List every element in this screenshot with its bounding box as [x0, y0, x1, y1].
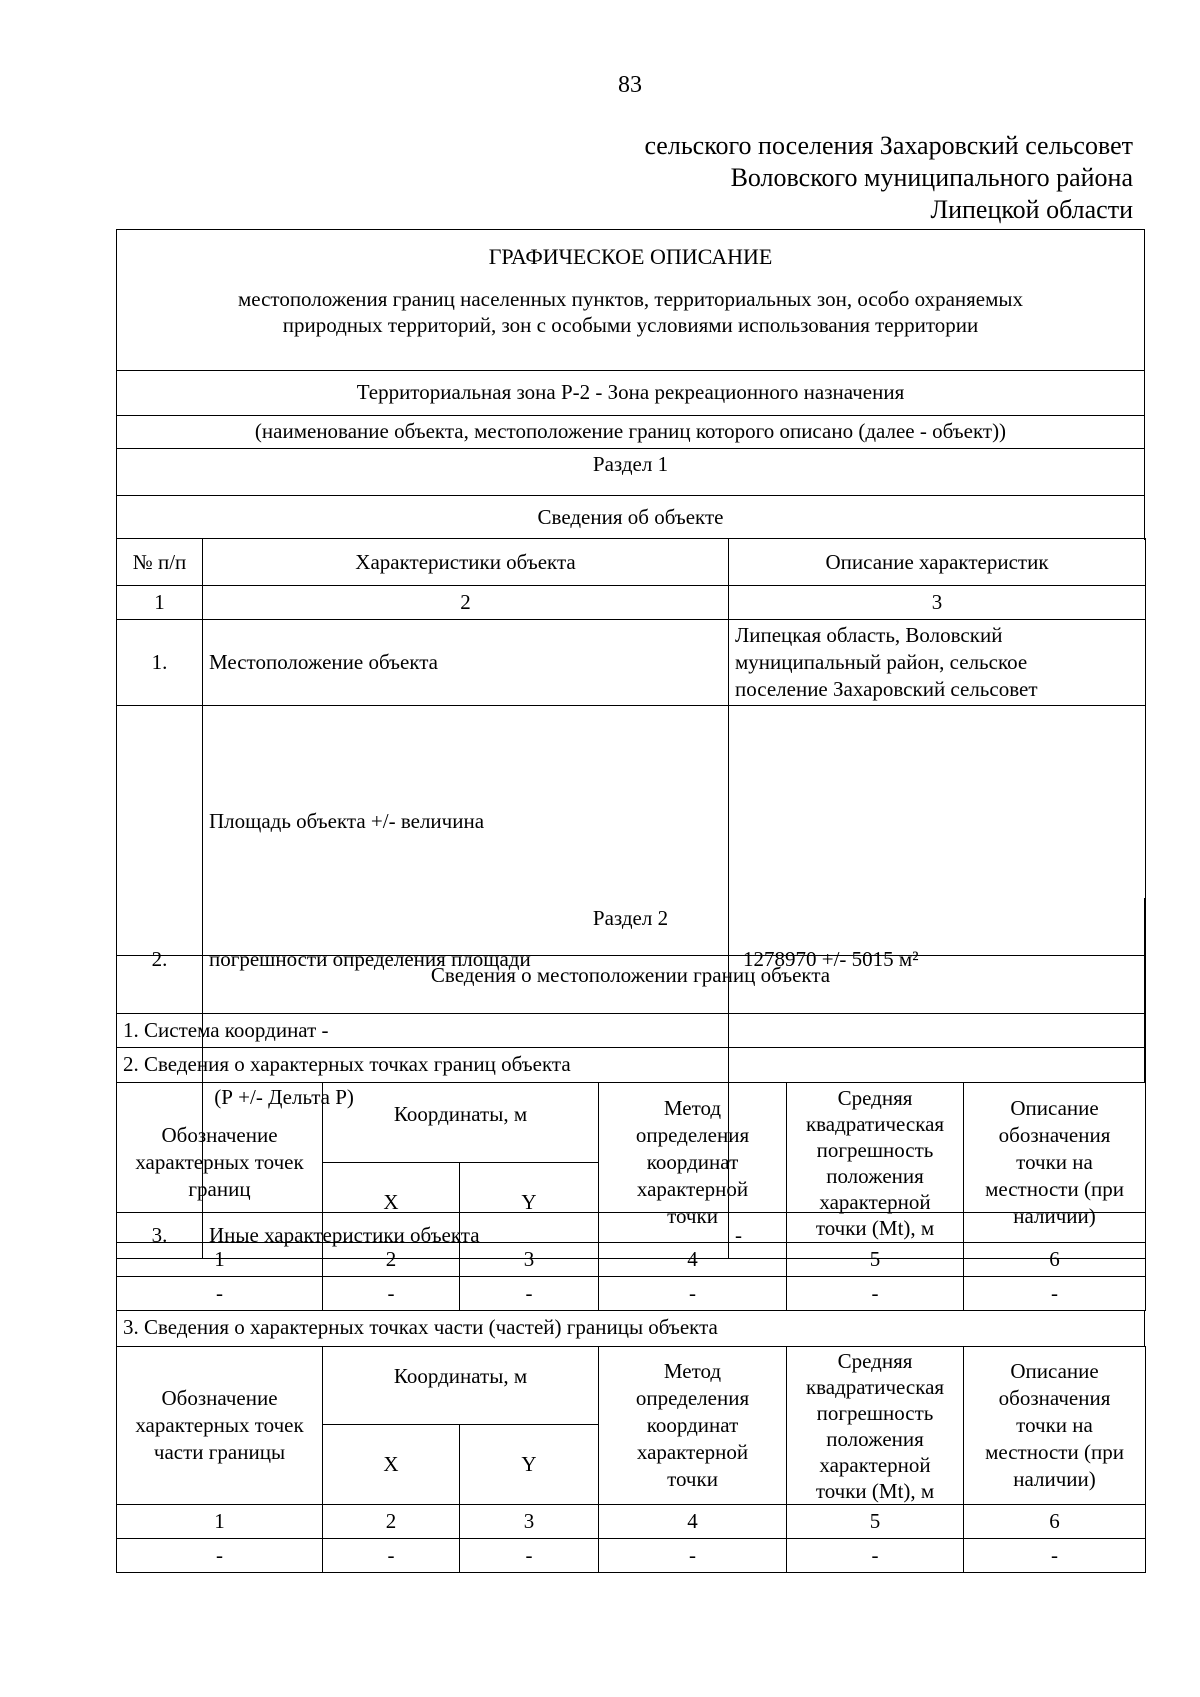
column-number-row [117, 586, 1146, 620]
title-block [116, 229, 1145, 540]
characteristic-value [729, 620, 1146, 706]
header-line: характерной [636, 1177, 749, 1201]
x-header: X [323, 1425, 460, 1505]
header-line: обозначения [998, 1386, 1111, 1410]
header-line: точки [667, 1204, 718, 1228]
column-number: 1 [117, 1243, 323, 1277]
x-header: X [323, 1163, 460, 1243]
header-line: точки (Mt), м [815, 1478, 935, 1503]
header-line: Метод [663, 1096, 722, 1120]
table-cell: - [460, 1539, 599, 1573]
table-header-row [117, 1083, 1146, 1163]
title-description-line: местоположения границ населенных пунктов, территориальных зон, особо охраняемых [237, 287, 1024, 311]
column-number: 5 [787, 1505, 964, 1539]
header-line: сельского поселения Захаровский сельсовет [644, 131, 1133, 160]
header-line: определения [635, 1123, 750, 1147]
error-header [787, 1083, 964, 1243]
object-caption: (наименование объекта, местоположение границ которого описано (далее - объект)) [117, 416, 1144, 449]
section2-subtitle: Сведения о местоположении границ объекта [117, 956, 1144, 1014]
column-number-row [117, 1505, 1146, 1539]
table-header-row [117, 1347, 1146, 1425]
method-header [599, 1083, 787, 1243]
header-line: координат [646, 1150, 739, 1174]
header-line: Обозначение [161, 1123, 278, 1147]
row-number: 3. [117, 1213, 203, 1259]
section1-subtitle: Сведения об объекте [537, 505, 724, 529]
header-line: погрешность [816, 1400, 934, 1425]
table-cell: - [964, 1277, 1146, 1311]
header-line: точки (Mt), м [815, 1215, 935, 1240]
column-number: 6 [964, 1243, 1146, 1277]
header-cell: № п/п [117, 539, 203, 586]
header-line: Обозначение [161, 1386, 278, 1410]
header-line: обозначения [998, 1123, 1111, 1147]
header-line: Средняя [837, 1085, 913, 1110]
header-line: Описание [1010, 1096, 1099, 1120]
header-line: положения [826, 1163, 924, 1188]
description-header [964, 1083, 1146, 1243]
header-line: части границы [153, 1440, 286, 1464]
table-cell: - [460, 1277, 599, 1311]
value-line: поселение Захаровский сельсовет [735, 677, 1038, 701]
method-header [599, 1347, 787, 1505]
column-number: 2 [323, 1243, 460, 1277]
header-line: Метод [663, 1359, 722, 1383]
name-line: Площадь объекта +/- величина [209, 809, 485, 833]
column-number: 4 [599, 1243, 787, 1277]
header-line: характерной [636, 1440, 749, 1464]
section2-block [116, 898, 1145, 1082]
column-number: 4 [599, 1505, 787, 1539]
header-line: координат [646, 1413, 739, 1437]
table-cell: - [787, 1277, 964, 1311]
table-cell: - [599, 1277, 787, 1311]
table-row [117, 1539, 1146, 1573]
header-line: погрешность [816, 1137, 934, 1162]
point-designation-header [117, 1347, 323, 1505]
column-number: 5 [787, 1243, 964, 1277]
object-name: Территориальная зона Р-2 - Зона рекреационного назначения [117, 371, 1144, 416]
document-header [644, 130, 1133, 226]
header-line: Липецкой области [930, 195, 1133, 224]
parts-title: 3. Сведения о характерных точках части (частей) границы объекта [123, 1315, 718, 1339]
y-header: Y [460, 1425, 599, 1505]
column-number: 1 [117, 586, 203, 620]
header-line: характерной [819, 1189, 931, 1214]
column-number: 1 [117, 1505, 323, 1539]
header-line: Средняя [837, 1348, 913, 1373]
table-header-row [117, 539, 1146, 586]
header-line: границ [188, 1177, 251, 1201]
table-row [117, 620, 1146, 706]
value-line: Липецкая область, Воловский [735, 623, 1003, 647]
name-line: погрешности определения площади [209, 947, 531, 971]
description-header [964, 1347, 1146, 1505]
column-number: 3 [460, 1505, 599, 1539]
row-number: 1. [117, 620, 203, 706]
column-number: 6 [964, 1505, 1146, 1539]
column-number: 2 [323, 1505, 460, 1539]
characteristic-name: Иные характеристики объекта [203, 1213, 729, 1259]
table-cell: - [787, 1539, 964, 1573]
header-line: Воловского муниципального района [730, 163, 1133, 192]
header-cell: Описание характеристик [729, 539, 1146, 586]
header-line: наличии) [1013, 1467, 1096, 1491]
characteristic-name: Местоположение объекта [203, 620, 729, 706]
value-line: муниципальный район, сельское [735, 650, 1028, 674]
column-number-row [117, 1243, 1146, 1277]
header-line: характерной [819, 1452, 931, 1477]
points-title: 2. Сведения о характерных точках границ объекта [123, 1052, 571, 1076]
table-cell: - [117, 1539, 323, 1573]
header-line: характерных точек [135, 1413, 304, 1437]
header-line: наличии) [1013, 1204, 1096, 1228]
column-number: 3 [460, 1243, 599, 1277]
coordinates-header: Координаты, м [323, 1347, 599, 1425]
table-cell: - [117, 1277, 323, 1311]
coordinate-system: 1. Система координат - [117, 1014, 1144, 1048]
column-number: 2 [203, 586, 729, 620]
header-line: определения [635, 1386, 750, 1410]
header-line: квадратическая [805, 1111, 945, 1136]
section2-title: Раздел 2 [117, 898, 1144, 956]
column-number: 3 [729, 586, 1146, 620]
header-line: местности (при [985, 1177, 1124, 1201]
parts-block [116, 1310, 1145, 1346]
row-number: 2. [117, 706, 203, 1213]
header-line: точки [667, 1467, 718, 1491]
section1-title: Раздел 1 [117, 449, 1144, 496]
header-cell: Характеристики объекта [203, 539, 729, 586]
header-line: квадратическая [805, 1374, 945, 1399]
table-row [117, 1277, 1146, 1311]
characteristic-value: - [729, 1213, 1146, 1259]
error-header [787, 1347, 964, 1505]
table-cell: - [599, 1539, 787, 1573]
header-line: точки на [1016, 1413, 1093, 1437]
header-line: Описание [1010, 1359, 1099, 1383]
name-line: (Р +/- Дельта Р) [209, 1085, 354, 1109]
point-designation-header [117, 1083, 323, 1243]
title-description [117, 286, 1144, 338]
table-cell: - [964, 1539, 1146, 1573]
characteristic-value: 1278970 +/- 5015 м² [729, 706, 1146, 1213]
header-line: положения [826, 1426, 924, 1451]
title-row [117, 230, 1144, 371]
title-description-line: природных территорий, зон с особыми условиями использования территории [282, 313, 979, 337]
boundary-points-table [116, 1082, 1146, 1311]
header-line: характерных точек [135, 1150, 304, 1174]
coordinates-header: Координаты, м [323, 1083, 599, 1163]
header-line: местности (при [985, 1440, 1124, 1464]
page-number: 83 [618, 72, 642, 98]
document-title: ГРАФИЧЕСКОЕ ОПИСАНИЕ [488, 244, 773, 269]
y-header: Y [460, 1163, 599, 1243]
header-line: точки на [1016, 1150, 1093, 1174]
table-cell: - [323, 1277, 460, 1311]
table-cell: - [323, 1539, 460, 1573]
boundary-parts-table [116, 1346, 1146, 1573]
